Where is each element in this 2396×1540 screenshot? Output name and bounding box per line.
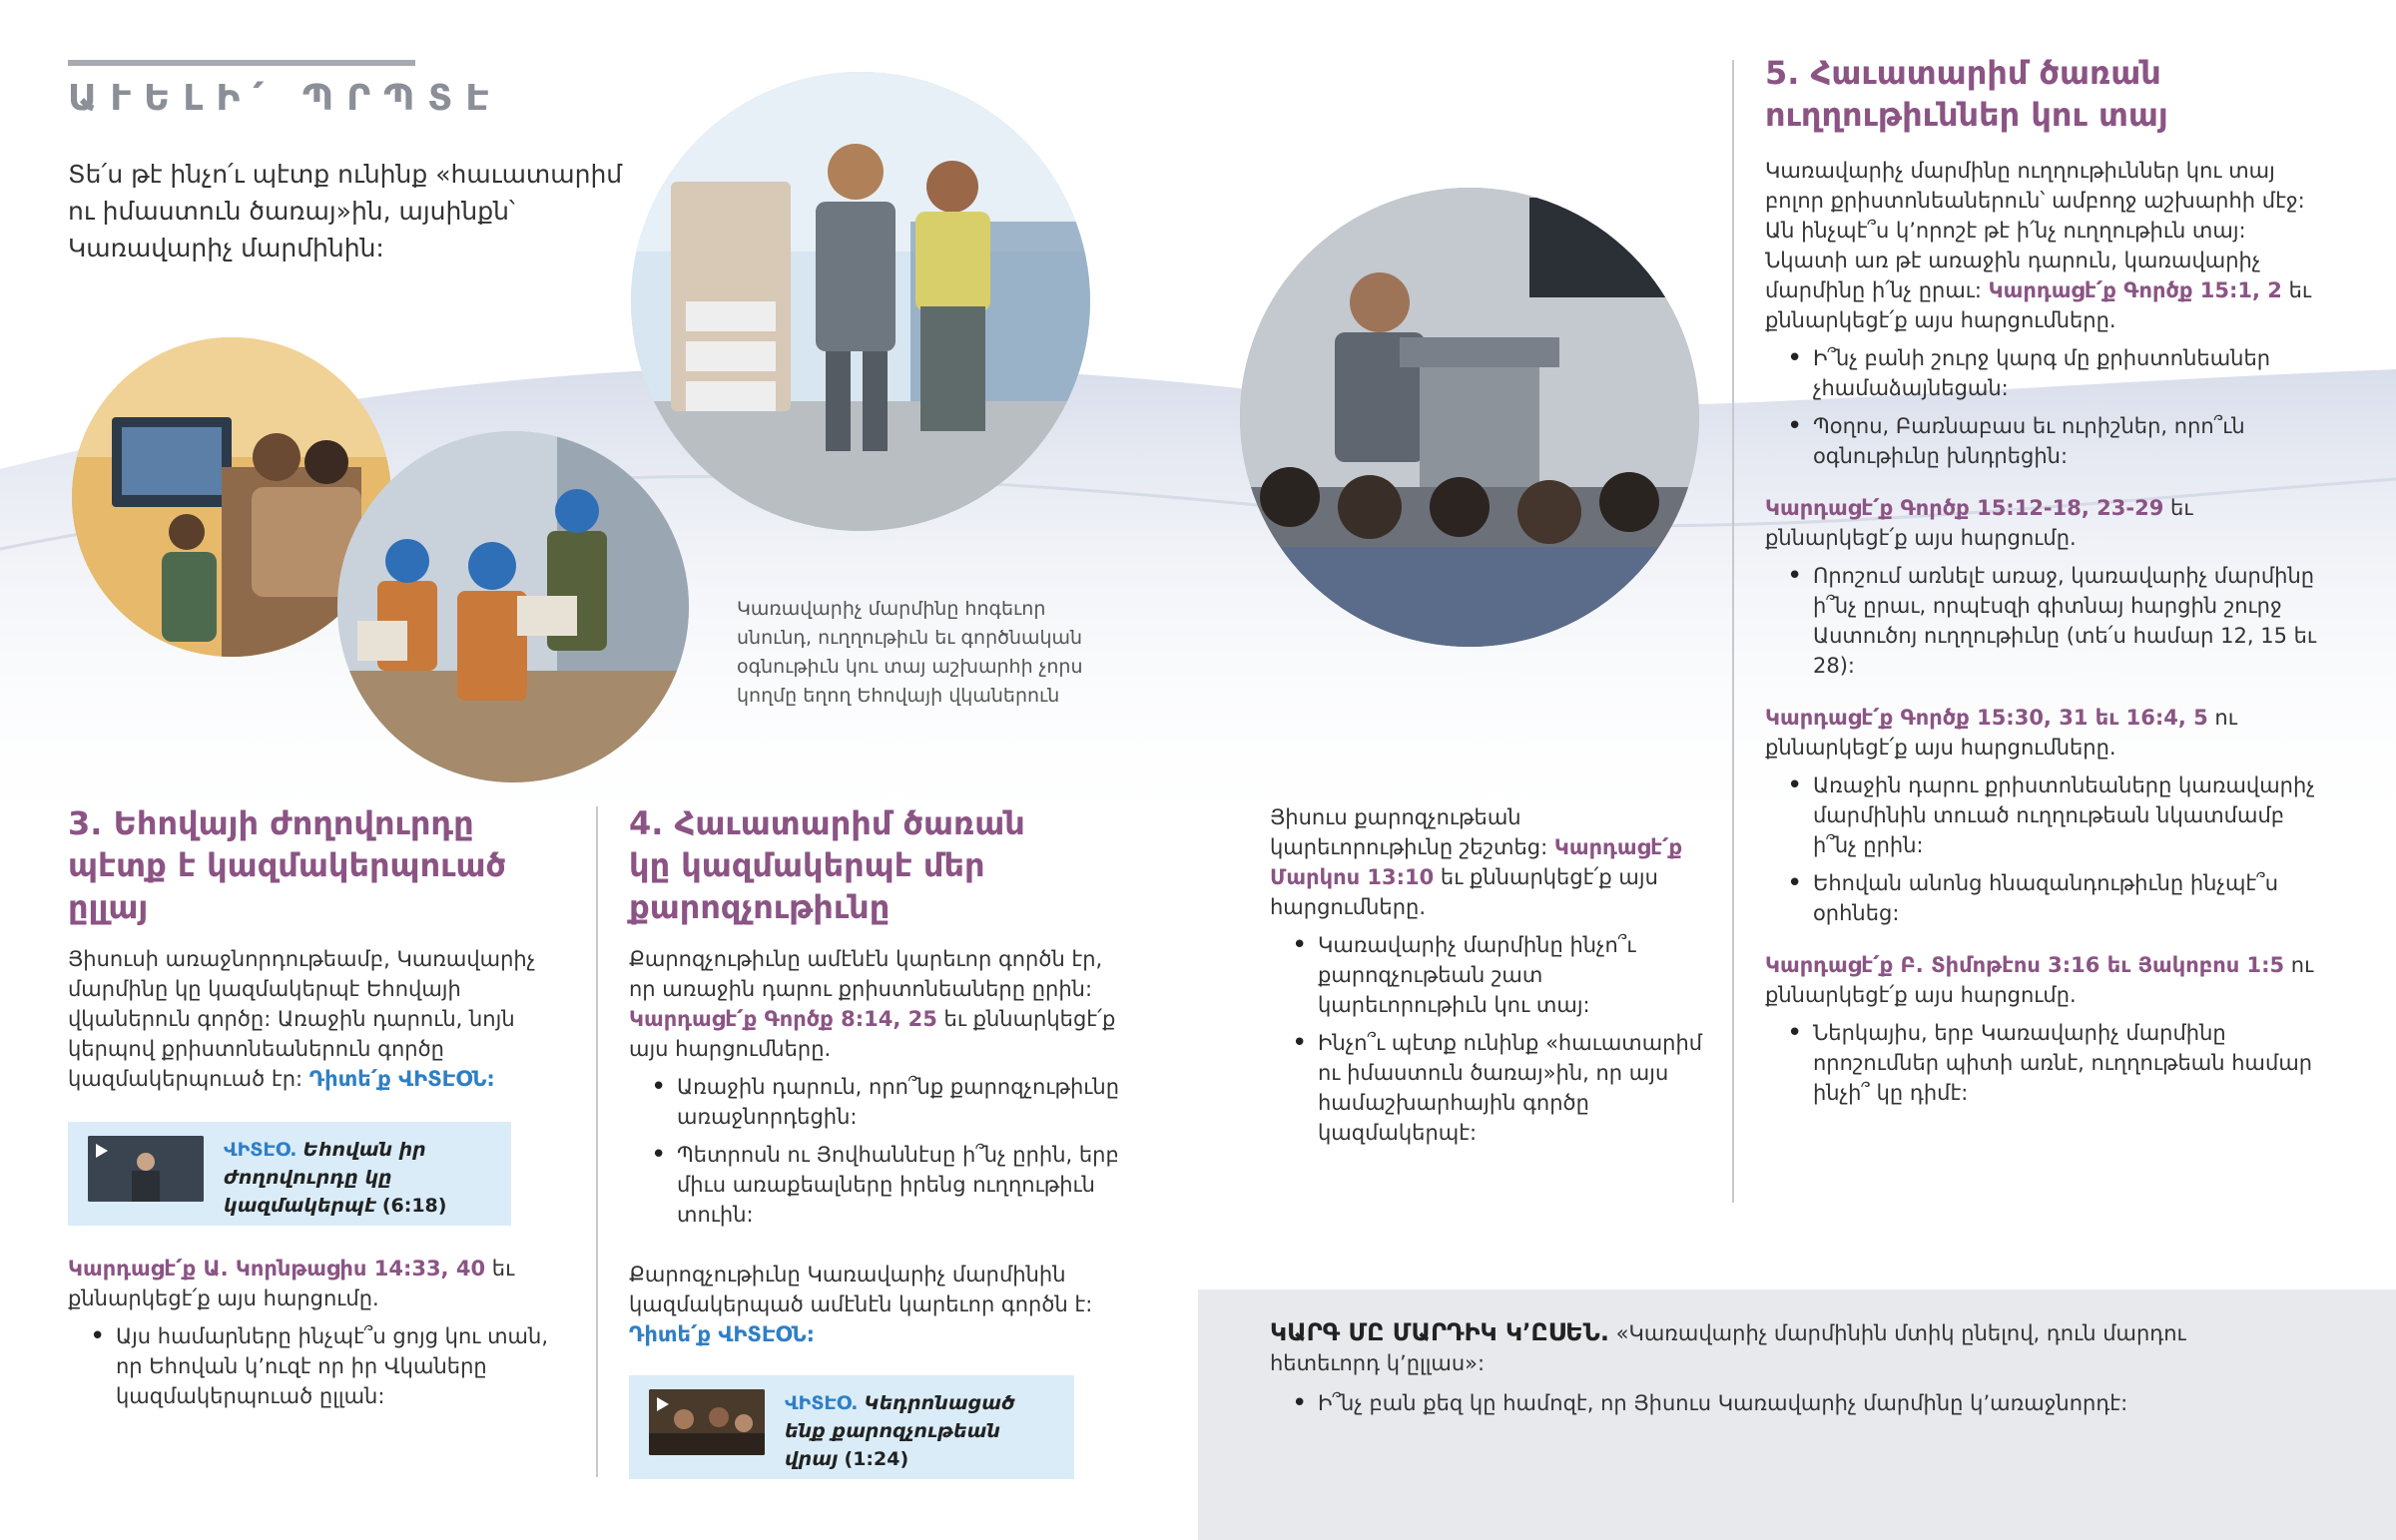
section-5-questions-1: [1765, 343, 2334, 471]
video-duration: (6:18): [381, 1195, 447, 1217]
section-5-questions-4: [1765, 1018, 2334, 1108]
video-duration: (1:24): [844, 1448, 909, 1470]
section-3-heading: 3. Եհովայի ժողովուրդը պէտք է կազմակերպուած ըլլայ: [68, 804, 506, 926]
section-3-body: [68, 944, 567, 1094]
section-5-scripture-2[interactable]: Կարդացէ՛ք Գործք 15:12-18, 23-29: [1765, 496, 2164, 520]
section-5-read-rest-1: եւ քննարկեցէ՛ք այս հարցումները.: [1765, 278, 2312, 332]
question-item: • Պօղոս, Բառնաբաս եւ ուրիշներ, որո՞ւն օգնութիւնը խնդրեցին:: [1765, 411, 2334, 471]
section-5-scripture-1[interactable]: Կարդացէ՛ք Գործք 15:1, 2: [1988, 278, 2282, 302]
section-4-scripture[interactable]: Կարդացէ՛ք Գործք 8:14, 25: [629, 1007, 937, 1031]
video-card-organizes[interactable]: [68, 1122, 511, 1226]
section-mid-text: Յիսուս քարոզչութեան կարեւորութիւնը շեշտեց:: [1270, 805, 1548, 859]
section-5-scripture-4[interactable]: Կարդացէ՛ք Բ. Տիմոթէոս 3:16 եւ Յակոբոս 1:5: [1765, 953, 2285, 977]
top-rule: [68, 60, 415, 66]
section-3-questions: [68, 1321, 567, 1411]
section-5-body: [1765, 156, 2334, 1108]
question-item: • Որոշում առնելէ առաջ, կառավարիչ մարմինը ի՞նչ ըրաւ, որպէսզի գիտնայ հարցին շուրջ Աստուծոյ ուղղութիւնը (տե՛ս համար 12, 15 եւ 28):: [1765, 561, 2334, 681]
illustration-speaker: [1240, 188, 1699, 647]
section-mid-body: [1270, 802, 1709, 1148]
question-item: • Ներկայիս, երբ Կառավարիչ մարմինը որոշումներ պիտի առնէ, ուղղութեան համար ինչի՞ կը դիմէ:: [1765, 1018, 2334, 1108]
video-thumbnail[interactable]: [88, 1136, 204, 1202]
section-3-text: Յիսուսի առաջնորդութեամբ, Կառավարիչ մարմինը կը կազմակերպէ Եհովայի վկաներուն գործը: Առաջին դարուն, նոյն կերպով քրիստոնեաներուն գործը կազմակերպուած էր:: [68, 947, 536, 1091]
section-4-watch-link[interactable]: Դիտե՛ք ՎԻՏԷՕՆ:: [629, 1322, 815, 1346]
question-item: • Այս համարները ինչպէ՞ս ցոյց կու տան, որ Եհովան կ՚ուզէ որ իր Վկաները կազմակերպուած ըլլան:: [68, 1321, 567, 1411]
section-4-heading: 4. Հաւատարիմ ծառան կը կազմակերպէ մեր քարոզչութիւնը: [629, 804, 1025, 926]
question-item: • Ի՞նչ բանի շուրջ կարգ մը քրիստոնեաներ չհամաձայնեցան:: [1765, 343, 2334, 403]
section-4-questions: [629, 1072, 1128, 1230]
video-text[interactable]: [224, 1136, 493, 1220]
section-5-heading: 5. Հաւատարիմ ծառան ուղղութիւններ կու տայ: [1765, 54, 2168, 134]
question-item: • Պետրոսն ու Յովհաննէսը ի՞նչ ըրին, երբ միւս առաքեալները իրենց ուղղութիւն տուին:: [629, 1140, 1128, 1230]
video-text[interactable]: [785, 1389, 1054, 1473]
column-divider-1: [596, 806, 598, 1477]
section-5-read-rest-2: եւ քննարկեցէ՛ք այս հարցումը.: [1765, 496, 2193, 550]
section-mid-questions: [1270, 930, 1709, 1148]
section-4-read-rest: եւ քննարկեցէ՛ք այս հարցումները.: [629, 1007, 1116, 1061]
section-4-body-2: [629, 1260, 1128, 1349]
video-thumbnail[interactable]: [649, 1389, 765, 1455]
section-5-read-rest-3: ու քննարկեցէ՛ք այս հարցումները.: [1765, 706, 2237, 760]
column-divider-2: [1732, 60, 1734, 1203]
section-5-questions-2: [1765, 561, 2334, 681]
question-item: • Կառավարիչ մարմինը ինչո՞ւ քարոզչութեան շատ կարեւորութիւն կու տայ:: [1270, 930, 1709, 1020]
question-item: • Ինչո՞ւ պէտք ունինք «հաւատարիմ ու իմաստուն ծառայ»ին, որ այս համաշխարհային գործը կազմակերպէ:: [1270, 1028, 1709, 1148]
question-item: • Առաջին դարու քրիստոնեաները կառավարիչ մարմինին տուած ուղղութեան նկատմամբ ի՞նչ ըրին:: [1765, 770, 2334, 860]
illustration-relief-workers: [337, 431, 689, 782]
section-4-text-2: Քարոզչութիւնը Կառավարիչ մարմինին կազմակերպած ամէնէն կարեւոր գործն է:: [629, 1263, 1093, 1316]
section-5-text: Կառավարիչ մարմինը ուղղութիւններ կու տայ բոլոր քրիստոնեաներուն՝ ամբողջ աշխարհի մէջ: Ան ինչպէ՞ս կ՚որոշէ թէ ի՛նչ ուղղութիւն տայ: Նկատի առ թէ առաջին դարուն, կառավարիչ մարմինը ի՛նչ ըրաւ:: [1765, 159, 2305, 302]
section-4-body: [629, 944, 1128, 1230]
question-item: • Առաջին դարուն, որո՞նք քարոզչութիւնը առաջնորդեցին:: [629, 1072, 1128, 1132]
illustration-caption: Կառավարիչ մարմինը հոգեւոր սնունդ, ուղղութիւն եւ գործնական օգնութիւն կու տայ աշխարհի չորս կողմը եղող Եհովայի վկաներուն: [737, 598, 1083, 707]
video-card-preaching[interactable]: [629, 1375, 1074, 1479]
some-people-say-content: [1270, 1317, 2268, 1418]
section-5-read-rest-4: ու քննարկեցէ՛ք այս հարցումը.: [1765, 953, 2314, 1007]
some-people-say-quote: «Կառավարիչ մարմինին մտիկ ընելով, դուն մարդու հետեւորդ կ՚ըլլաս»:: [1270, 1321, 2186, 1375]
video-title: Եհովան իր ժողովուրդը կը կազմակերպէ: [224, 1139, 426, 1217]
illustration-couple-cart: [631, 72, 1090, 531]
video-label: ՎԻՏԷՕ.: [224, 1139, 298, 1161]
question-item: • Ի՞նչ բան քեզ կը համոզէ, որ Յիսուս Կառավարիչ մարմինը կ՚առաջնորդէ:: [1270, 1388, 2268, 1418]
section-3-read: [68, 1254, 567, 1411]
section-5-questions-3: [1765, 770, 2334, 928]
question-item: • Եհովան անոնց հնազանդութիւնը ինչպէ՞ս օրհնեց:: [1765, 868, 2334, 928]
intro-text: Տե՛ս թէ ինչո՛ւ պէտք ունինք «հաւատարիմ ու իմաստուն ծառայ»ին, այսինքն՝ Կառավարիչ մարմինին:: [68, 160, 623, 262]
some-people-say-questions: [1270, 1388, 2268, 1418]
kicker-title: ԱՒԵԼԻ՛ ՊՐՊՏԷ: [68, 78, 502, 119]
section-5-scripture-3[interactable]: Կարդացէ՛ք Գործք 15:30, 31 եւ 16:4, 5: [1765, 706, 2208, 730]
some-people-say-lead: ԿԱՐԳ ՄԸ ՄԱՐԴԻԿ Կ՚ԸՍԵՆ.: [1270, 1318, 1609, 1346]
section-3-scripture[interactable]: Կարդացէ՛ք Ա. Կորնթացիս 14:33, 40: [68, 1257, 486, 1281]
section-3-watch-link[interactable]: Դիտե՛ք ՎԻՏԷՕՆ:: [308, 1067, 495, 1091]
section-mid-read-rest: եւ քննարկեցէ՛ք այս հարցումները.: [1270, 865, 1658, 919]
video-title: Կեդրոնացած ենք քարոզչութեան վրայ: [785, 1392, 1015, 1470]
section-4-text: Քարոզչութիւնը ամէնէն կարեւոր գործն էր, որ առաջին դարու քրիստոնեաները ըրին:: [629, 947, 1103, 1001]
video-label: ՎԻՏԷՕ.: [785, 1392, 859, 1414]
section-3-read-rest: եւ քննարկեցէ՛ք այս հարցումը.: [68, 1257, 515, 1310]
section-mid-scripture[interactable]: Կարդացէ՛ք Մարկոս 13:10: [1270, 835, 1683, 889]
